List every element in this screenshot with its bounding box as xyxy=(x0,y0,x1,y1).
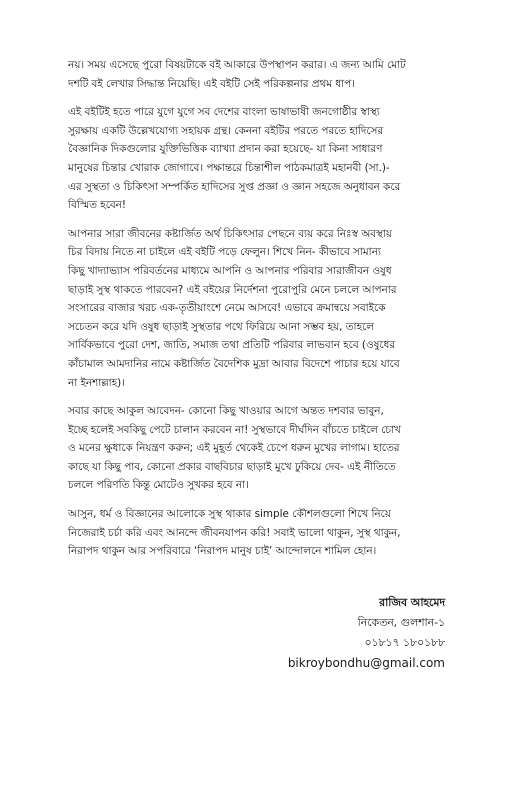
paragraph-line: বিস্মিত হবেন! xyxy=(68,199,127,212)
paragraph-line: এই বইটিই হতে পারে যুগে যুগে সব দেশের বাংলা ভাষাভাষী জনগোষ্ঠীর স্বাস্থ্য xyxy=(68,106,380,119)
paragraph-line: সবার কাছে আকুল আবেদন- কোনো কিছু খাওয়ার আগে অন্তত দশবার ভাবুন, xyxy=(68,405,384,418)
signature-block xyxy=(288,593,445,673)
body-text xyxy=(68,56,446,571)
paragraph-line: সুরক্ষায় একটি উল্লেখযোগ্য সহায়ক গ্রন্থ। কেননা বইটির পরতে পরতে হাদিসের xyxy=(68,124,384,137)
paragraph-line: নয়। সময় এসেছে পুরো বিষয়টাকে বই আকারে উপস্থাপন করার। এ জন্য আমি মোট xyxy=(68,59,406,71)
paragraph-line: চির বিদায় নিতে না চাইলে এই বইটি পড়ে ফেলুন। শিখে নিন- কীভাবে সামান্য xyxy=(68,246,381,259)
author-email: bikroybondhu@gmail.com xyxy=(287,656,445,670)
paragraph-line: চললে পরিণতি কিন্তু মোটেও সুখকর হবে না। xyxy=(68,479,249,492)
paragraph xyxy=(68,225,446,392)
paragraph-line: কাঁচামাল আমদানির নামে কষ্টার্জিত বৈদেশিক মুদ্রা আবার বিদেশে পাচার হয়ে যাবে xyxy=(68,357,400,370)
author-phone: ০১৮১৭ ১৮০১৮৮ xyxy=(364,636,445,649)
paragraph-line: কাছে যা কিছু পাব, কোনো প্রকার বাছবিচার ছাড়াই মুখে ঢুকিয়ে দেব- এই নীতিতে xyxy=(68,460,396,473)
paragraph-line: এর সুস্থতা ও চিকিৎসা সম্পর্কিত হাদিসের সুপ্ত প্রজ্ঞা ও জ্ঞান সহজে অনুধাবন করে xyxy=(68,180,401,193)
paragraph-line: কিছু খাদ্যাভ্যাস পরিবর্তনের মাধ্যমে আপনি ও আপনার পরিবার সারাজীবন ওষুধ xyxy=(68,264,392,277)
paragraph-line: দশটি বই লেখার সিদ্ধান্ত নিয়েছি। এই বইটি সেই পরিকল্পনার প্রথম ধাপ। xyxy=(68,77,355,90)
paragraph-line: ও মনের ক্ষুধাকে নিয়ন্ত্রণ করুন; এই মুহূর্ত থেকেই চেপে ধরুন মুখের লাগাম। হাতের xyxy=(68,442,400,455)
paragraph-line: নিরাপদ থাকুন আর সপরিবারে ‘নিরাপদ মানুষ চাই’ আন্দোলনে শামিল হোন। xyxy=(68,545,377,558)
paragraph-line: ছাড়াই সুস্থ থাকতে পারবেন? এই বইয়ের নির্দেশনা পুরোপুরি মেনে চললে আপনার xyxy=(68,283,397,296)
paragraph-line: আপনার সারা জীবনের কষ্টার্জিত অর্থ চিকিৎসার পেছনে ব্যয় করে নিঃস্ব অবস্থায় xyxy=(68,227,393,240)
paragraph-line: সচেতন করে যদি ওষুধ ছাড়াই সুস্থতার পথে ফিরিয়ে আনা সম্ভব হয়, তাহলে xyxy=(68,320,374,333)
paragraph xyxy=(68,402,446,495)
paragraph-line: আসুন, ধর্ম ও বিজ্ঞানের আলোকে সুস্থ থাকার simple কৌশলগুলো শিখে নিয়ে xyxy=(68,508,391,521)
paragraph-line: সার্বিকভাবে পুরো দেশ, জাতি, সমাজ তথা প্রতিটি পরিবার লাভবান হবে (ওষুধের xyxy=(68,339,396,352)
author-address: নিকেতন, গুলশান-১ xyxy=(357,616,445,629)
paragraph xyxy=(68,56,446,93)
paragraph-line: নিজেরাই চর্চা করি এবং আনন্দে জীবনযাপন করি! সবাই ভালো থাকুন, সুস্থ থাকুন, xyxy=(68,526,401,539)
paragraph-line: না ইনশাল্লাহ)। xyxy=(68,376,125,389)
author-name: রাজিব আহমেদ xyxy=(379,596,445,609)
paragraph xyxy=(68,103,446,215)
paragraph-line: সংসারের বাজার খরচ এক-তৃতীয়াংশে নেমে আসবে! এভাবে ক্রমান্বয়ে সবাইকে xyxy=(68,302,386,315)
paragraph-line: মানুষের চিন্তার খোরাক জোগাবে। পক্ষান্তরে চিন্তাশীল পাঠকমাত্রই মহানবী (সা.)- xyxy=(68,161,390,174)
paragraph xyxy=(68,505,446,561)
paragraph-line: বৈজ্ঞানিক দিকগুলোর যুক্তিভিত্তিক ব্যাখ্যা প্রদান করা হয়েছে- যা কিনা সাধারণ xyxy=(68,143,383,156)
paragraph-line: ইচ্ছে হলেই সবকিছু পেটে চালান করবেন না! সুস্থভাবে দীর্ঘদিন বাঁচতে চাইলে চোখ xyxy=(68,423,401,436)
